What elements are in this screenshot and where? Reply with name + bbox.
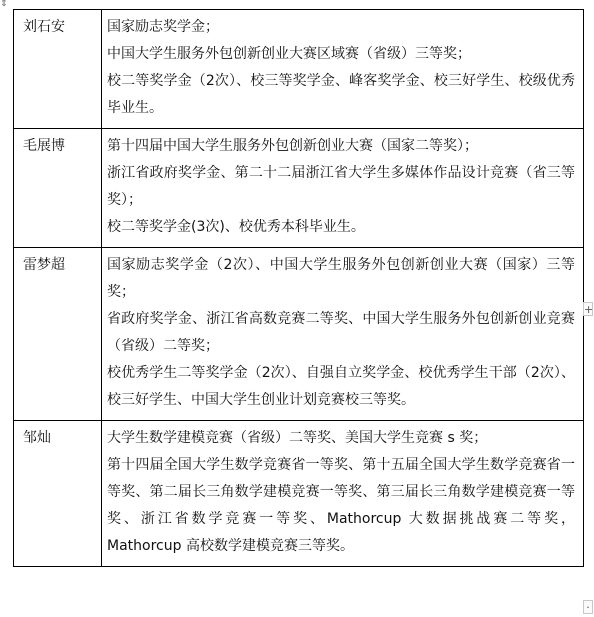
award-list bbox=[102, 421, 584, 567]
award-line: 国家励志奖学金； bbox=[107, 19, 219, 35]
award-line: 浙江省政府奖学金、第二十二届浙江省大学生多媒体作品设计竞赛（省三等奖）； bbox=[107, 165, 575, 208]
table-corner-handle-icon[interactable]: · bbox=[583, 600, 593, 614]
award-line: 中国大学生服务外包创新创业大赛区域赛（省级）三等奖； bbox=[107, 46, 471, 62]
table-row bbox=[14, 248, 584, 421]
table-row bbox=[14, 10, 584, 129]
table-resize-handle-icon[interactable]: + bbox=[584, 303, 594, 316]
award-list bbox=[102, 10, 584, 129]
student-name: 邹灿 bbox=[14, 421, 102, 567]
award-line: 校优秀学生二等奖学金（2次）、自强自立奖学金、校优秀学生干部（2次）、校三好学生、中国大学生创业计划竞赛校三等奖。 bbox=[107, 365, 575, 408]
award-line: 省政府奖学金、浙江省高数竞赛二等奖、中国大学生服务外包创新创业竞赛（省级）二等奖； bbox=[107, 311, 575, 354]
student-name: 雷梦超 bbox=[14, 248, 102, 421]
award-list bbox=[102, 129, 584, 248]
student-name: 刘石安 bbox=[14, 10, 102, 129]
award-line: 第十四届全国大学生数学竞赛省一等奖、第十五届全国大学生数学竞赛省一等奖、第二届长三角数学建模竞赛一等奖、第三届长三角数学建模竞赛一等奖、浙江省数学竞赛一等奖、Mathorcup 大数据挑战赛二等奖，Mathorcup 高校数学建模竞赛三等奖。 bbox=[107, 457, 575, 554]
awards-table bbox=[13, 9, 584, 567]
table-row bbox=[14, 421, 584, 567]
award-line: 校二等奖学金(3次)、校优秀本科毕业生。 bbox=[107, 219, 365, 235]
award-list bbox=[102, 248, 584, 421]
student-name: 毛展博 bbox=[14, 129, 102, 248]
table-row bbox=[14, 129, 584, 248]
award-line: 第十四届中国大学生服务外包创新创业大赛（国家二等奖）； bbox=[107, 138, 478, 154]
award-line: 国家励志奖学金（2次）、中国大学生服务外包创新创业大赛（国家）三等奖； bbox=[107, 257, 575, 300]
award-line: 大学生数学建模竞赛（省级）二等奖、美国大学生竞赛 s 奖； bbox=[107, 430, 488, 446]
anchor-icon[interactable]: ⇕ bbox=[0, 0, 8, 9]
award-line: 校二等奖学金（2次）、校三等奖学金、峰客奖学金、校三好学生、校级优秀毕业生。 bbox=[107, 73, 575, 116]
